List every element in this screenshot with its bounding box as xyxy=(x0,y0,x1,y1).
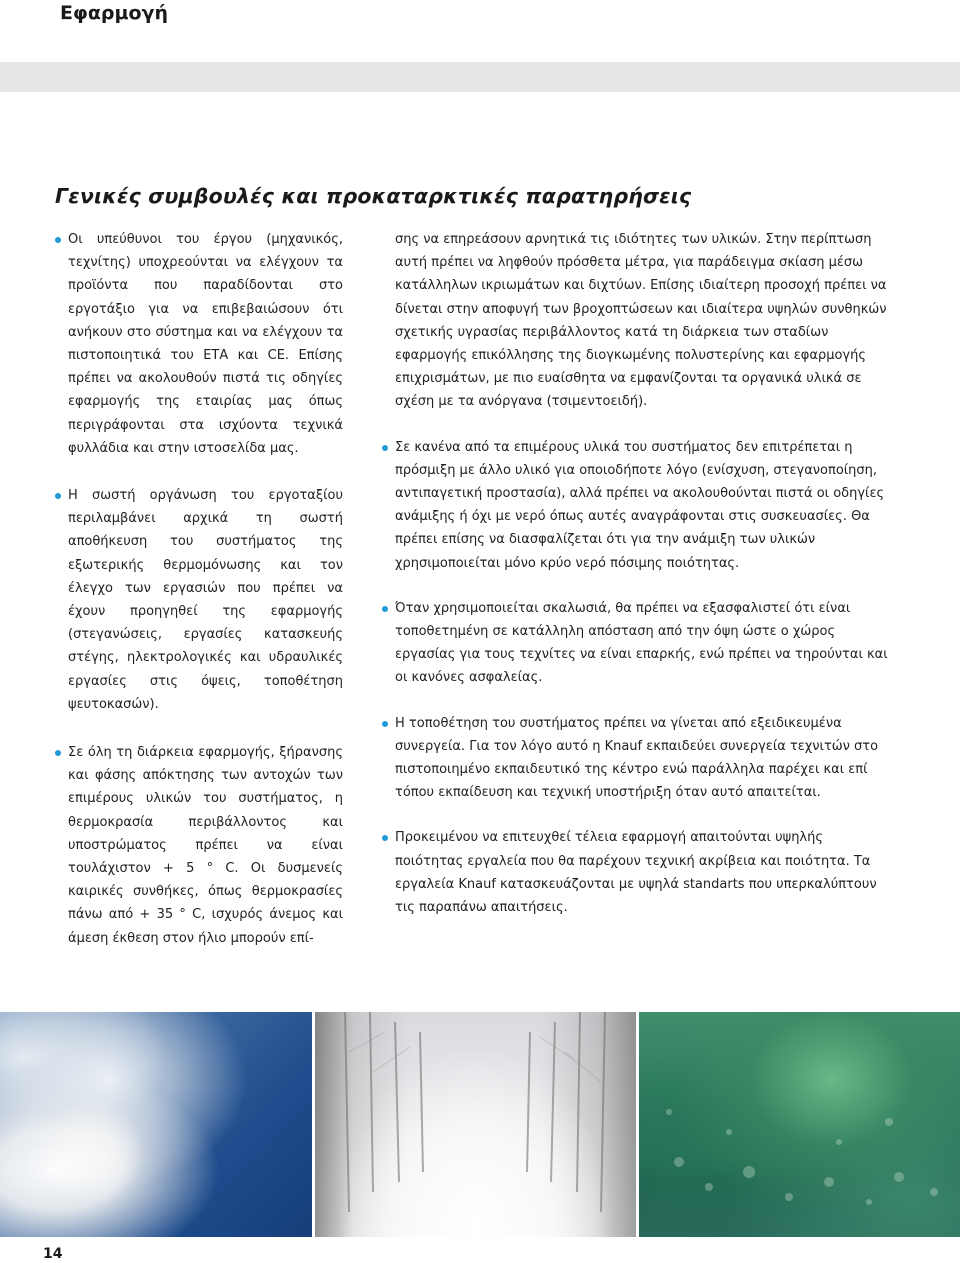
sky-clouds-photo xyxy=(0,1012,312,1237)
list-item xyxy=(381,597,894,690)
snow-trees-illustration xyxy=(315,1012,636,1237)
paragraph-text: Η τοποθέτηση του συστήματος πρέπει να γίνεται από εξειδικευμένα συνεργεία. Για τον λόγο αυτό η Knauf εκπαιδεύει συνεργεία τεχνιτών στο πιστοποιημένο εκπαιδευτικό της κέντρο ενώ παράλληλα παρέχει και επί τόπου εκπαίδευση και τεχνική υποστήριξη όταν αυτό απαιτείται. xyxy=(395,715,879,801)
bullet-icon xyxy=(382,445,388,451)
paragraph-text: Σε κανένα από τα επιμέρους υλικά του συστήματος δεν επιτρέπεται η πρόσμιξη με άλλο υλικό για οποιοδήποτε λόγο (ενίσχυση, στεγανοποίηση, αντιπαγετική προστασία), αλλά πρέπει να ακολουθούνται πιστά οι οδηγίες ανάμιξης ή όχι με νερό όπως αυτές αναγράφονται στις συσκευασίες. Θα πρέπει επίσης να διασφαλίζεται ότι για την ανάμιξη των υλικών χρησιμοποιείται μόνο κρύο νερό πόσιμης ποιότητας. xyxy=(395,439,885,571)
rain-on-window-photo xyxy=(639,1012,960,1237)
bullet-icon xyxy=(55,493,61,499)
continuation-paragraph: σης να επηρεάσουν αρνητικά τις ιδιότητες των υλικών. Στην περίπτωση αυτή πρέπει να ληφθούν πρόσθετα μέτρα, για παράδειγμα σκίαση μέσω κατάλληλων ικριωμάτων και διχτύων. Επίσης ιδιαίτερη προσοχή πρέπει να δίνεται στην αποφυγή των βροχοπτώσεων και ιδιαίτερα υψηλών συνθηκών σχετικής υγρασίας περιβάλλοντος κατά τη διάρκεια των σταδίων εφαρμογής επικόλλησης της διογκωμένης πολυστερίνης και εφαρμογής επιχρισμάτων, με πιο ευαίσθητα να εμφανίζονται τα οργανικά υλικά σε σχέση με τα ανόργανα (τσιμεντοειδή). xyxy=(395,232,887,410)
paragraph-text: Όταν χρησιμοποιείται σκαλωσιά, θα πρέπει να εξασφαλιστεί ότι είναι τοποθετημένη σε κατάλληλη απόσταση από την όψη ώστε ο χώρος εργασίας για τους τεχνίτες να είναι επαρκής, ενώ πρέπει να τηρούνται και οι κανόνες ασφαλείας. xyxy=(395,600,888,686)
photo-strip xyxy=(0,1012,960,1237)
bullet-icon xyxy=(382,835,388,841)
paragraph-text: Η σωστή οργάνωση του εργοταξίου περιλαμβάνει αρχικά τη σωστή αποθήκευση του συστήματος της εξωτερικής θερμομόνωσης και τον έλεγχο των εργασιών που πρέπει να έχουν προηγηθεί της εφαρμογής (στεγανώσεις, εργασίες κατασκευής στέγης, ηλεκτρολογικές και υδραυλικές εργασίες στις όψεις, τοποθέτηση ψευτοκασών). xyxy=(68,488,343,712)
list-item xyxy=(60,484,343,716)
bullet-icon xyxy=(382,606,388,612)
page-number: 14 xyxy=(43,1246,63,1262)
bullet-icon xyxy=(382,721,388,727)
list-item xyxy=(60,228,343,460)
paragraph-text: Σε όλη τη διάρκεια εφαρμογής, ξήρανσης και φάσης απόκτησης των αντοχών των επιμέρους υλικών του συστήματος, η θερμοκρασία περιβάλλοντος και υποστρώματος πρέπει να είναι τουλάχιστον + 5 ° C. Οι δυσμενείς καιρικές συνθήκες, όπως θερμοκρασίες πάνω από + 35 ° C, ισχυρός άνεμος και άμεση έκθεση στον ήλιο μπορούν επί- xyxy=(68,745,343,946)
section-title: Γενικές συμβουλές και προκαταρκτικές παρατηρήσεις xyxy=(55,184,692,208)
page-header-title: Εφαρμογή xyxy=(60,2,168,24)
list-item xyxy=(381,712,894,805)
bullet-icon xyxy=(55,237,61,243)
list-item xyxy=(381,436,894,575)
paragraph-text: Προκειμένου να επιτευχθεί τέλεια εφαρμογή απαιτούνται υψηλής ποιότητας εργαλεία που θα παρέχουν τεχνική ακρίβεια και ποιότητα. Τα εργαλεία Knauf κατασκευάζονται με υψηλά standarts που υπερκαλύπτουν τις παραπάνω απαιτήσεις. xyxy=(395,830,877,916)
paragraph-text: Οι υπεύθυνοι του έργου (μηχανικός, τεχνίτης) υποχρεούνται να ελέγχουν τα προϊόντα που παραδίδονται στο εργοτάξιο για να επιβεβαιώσουν ότι ανήκουν στο σύστημα και να ελέγχουν τα πιστοποιητικά του ΕΤΑ και CE. Επίσης πρέπει να ακολουθούν πιστά τις οδηγίες εφαρμογής της εταιρίας μας όπως περιγράφονται στα ισχύοντα τεχνικά φυλλάδια και στην ιστοσελίδα μας. xyxy=(68,232,343,456)
raindrops-illustration xyxy=(639,1012,960,1237)
left-column xyxy=(60,228,343,950)
snowy-forest-road-photo xyxy=(315,1012,636,1237)
right-column xyxy=(381,228,894,919)
list-item xyxy=(60,741,343,950)
header-band xyxy=(0,62,960,92)
list-item xyxy=(381,826,894,919)
